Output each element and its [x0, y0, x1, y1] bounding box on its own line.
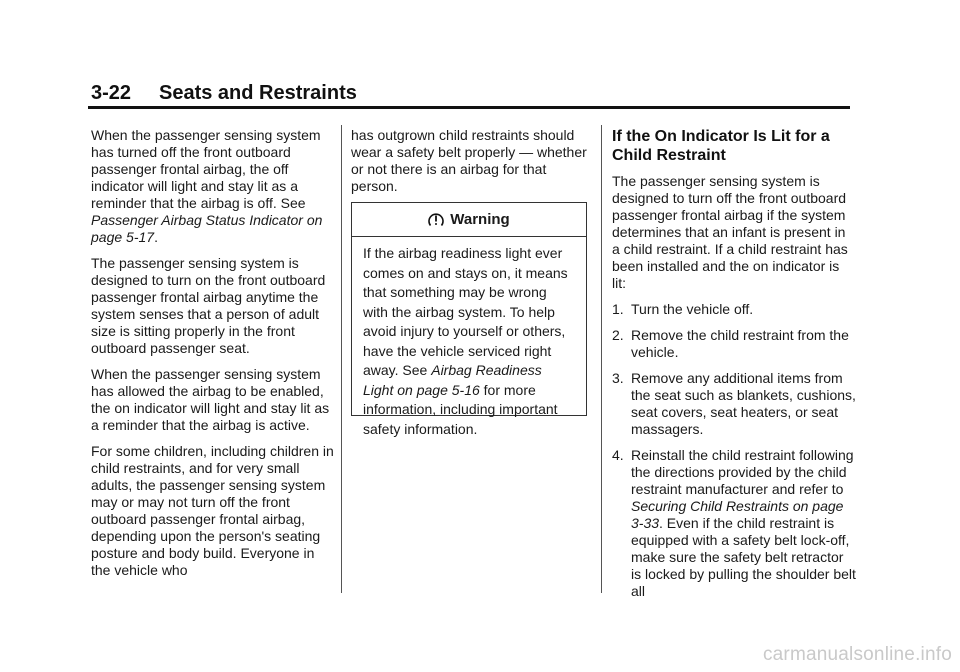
- paragraph: The passenger sensing system is designed to turn on the front outboard passenger frontal airbag anytime the system senses that a person of adult size is sitting properly in the front outboard passenger seat.: [91, 255, 326, 356]
- paragraph-text: When the passenger sensing system has turned off the front outboard passenger frontal airbag, the off indicator will light and stay lit as a reminder that the airbag is off. See: [91, 127, 321, 211]
- warning-text: for more information, including important safety information.: [363, 381, 558, 437]
- cross-reference-link[interactable]: Airbag Readiness Light on page 5-16: [363, 362, 542, 398]
- paragraph: has outgrown child restraints should wear a safety belt properly — whether or not there is an airbag for that person.: [351, 127, 587, 194]
- list-item: [612, 327, 857, 361]
- column-divider: [341, 125, 342, 593]
- cross-reference-link[interactable]: Securing Child Restraints on page 3-33: [631, 498, 844, 531]
- warning-title: Warning: [450, 211, 510, 228]
- section-title: Seats and Restraints: [159, 82, 357, 104]
- watermark: carmanualsonline.info: [762, 644, 952, 665]
- step-text: Turn the vehicle off.: [631, 301, 754, 317]
- step-number: 3.: [612, 370, 624, 386]
- step-text: Remove any additional items from the seat such as blankets, cushions, seat covers, seat heaters, or seat massagers.: [631, 370, 856, 437]
- warning-body: [352, 237, 586, 439]
- step-text: . Even if the child restraint is equipped with a safety belt lock-off, make sure the safety belt retractor is locked by pulling the shoulder belt all: [631, 515, 856, 599]
- list-item: [612, 447, 857, 600]
- step-number: 2.: [612, 327, 624, 343]
- step-number: 1.: [612, 301, 624, 317]
- subsection-heading: If the On Indicator Is Lit for a Child Restraint: [612, 128, 830, 164]
- page-header: [88, 82, 850, 109]
- step-number: 4.: [612, 447, 624, 463]
- paragraph-text: .: [154, 229, 158, 245]
- paragraph: For some children, including children in child restraints, and for very small adults, the passenger sensing system may or may not turn off the front outboard passenger frontal airbag, depending upon the person's seating posture and body build. Everyone in the vehicle who: [91, 443, 334, 578]
- list-item: [612, 301, 857, 318]
- column-3: [612, 127, 857, 609]
- paragraph: [91, 127, 336, 246]
- warning-text: If the airbag readiness light ever comes on and stays on, it means that something may be wrong with the airbag system. To help avoid injury to yourself or others, have the vehicle serviced right away. See: [363, 245, 568, 378]
- list-item: [612, 370, 857, 438]
- step-text: Reinstall the child restraint following the directions provided by the child restraint manufacturer and refer to: [631, 447, 854, 497]
- warning-box: [351, 202, 587, 437]
- column-1: [91, 127, 336, 588]
- cross-reference-link[interactable]: Passenger Airbag Status Indicator on page 5-17: [91, 212, 323, 245]
- warning-header: [352, 203, 586, 237]
- warning-icon: [428, 212, 444, 228]
- page-number: 3-22: [91, 82, 132, 104]
- paragraph: When the passenger sensing system has allowed the airbag to be enabled, the on indicator will light and stay lit as a reminder that the airbag is active.: [91, 366, 330, 433]
- steps-list: [612, 301, 857, 600]
- paragraph: The passenger sensing system is designed to turn off the front outboard passenger frontal airbag if the system determines that an infant is present in a child restraint. If a child restraint has been installed and the on indicator is lit:: [612, 173, 848, 291]
- step-text: Remove the child restraint from the vehicle.: [631, 327, 849, 360]
- column-2: [351, 127, 596, 204]
- column-divider: [601, 125, 602, 593]
